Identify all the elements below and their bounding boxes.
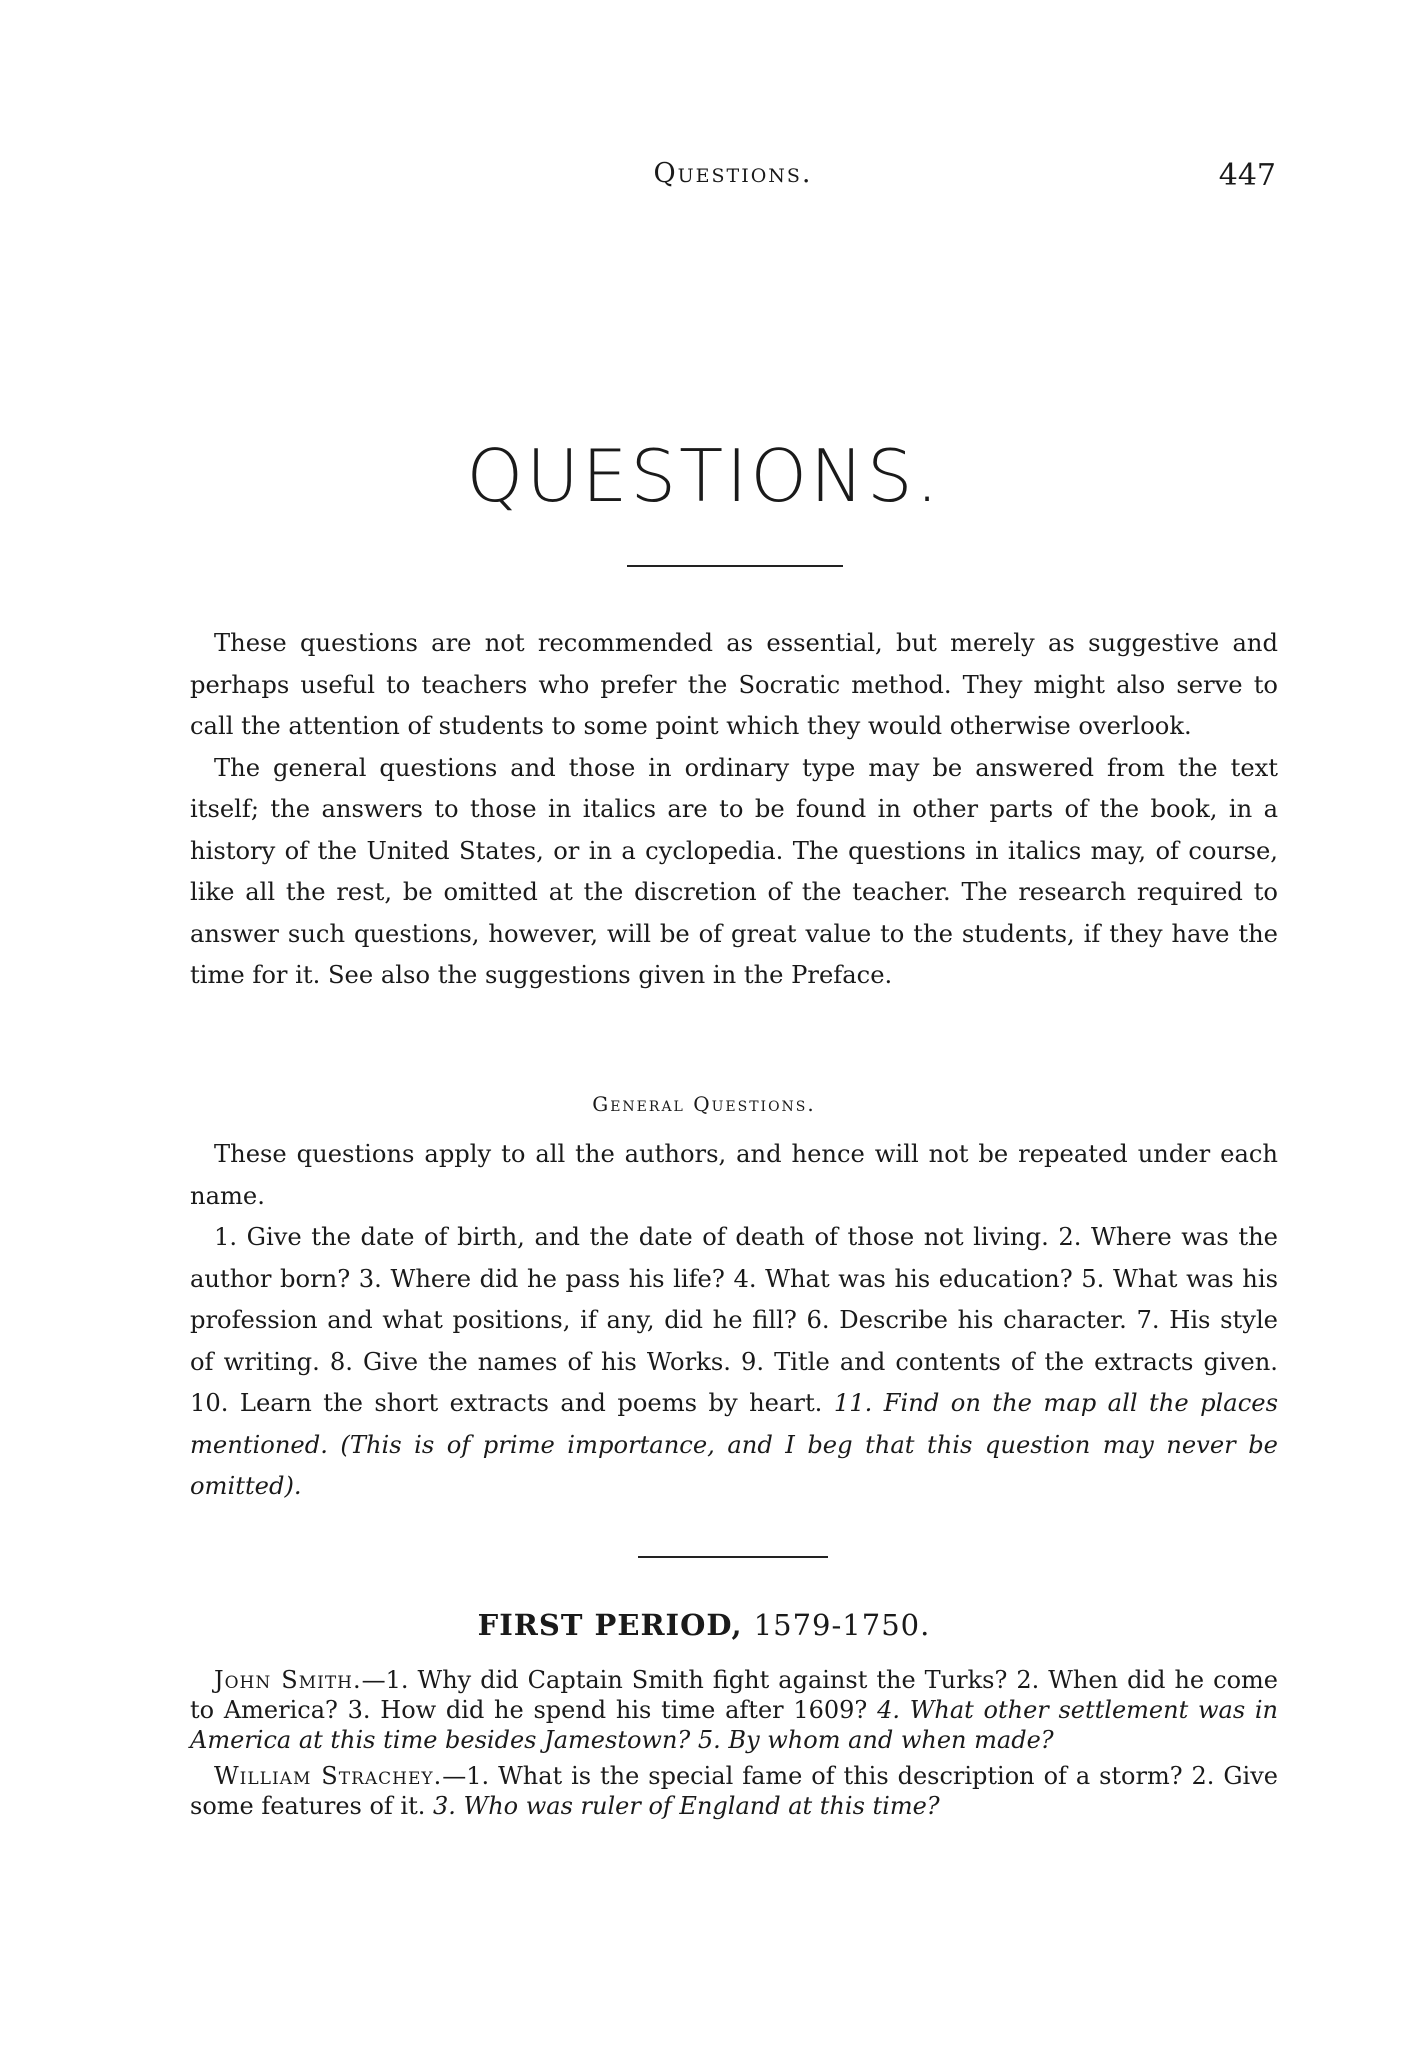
author-entry-john-smith (190, 1665, 1278, 1755)
author-name: John Smith. (214, 1666, 362, 1694)
author-questions-italic: 3. Who was ruler of England at this time? (433, 1792, 940, 1820)
running-title: Questions. (653, 158, 813, 189)
running-head (190, 158, 1276, 198)
author-questions-italic: 4. What other settlement was in America at this time besides Jamestown? 5. By whom and when made? (190, 1696, 1279, 1754)
general-list-italic: 11. Find on the map all the places mentioned. (This is of prime importance, and I beg that this question may never be omitted). (190, 1389, 1278, 1500)
general-intro: These questions apply to all the authors, and hence will not be repeated under each name. (190, 1140, 1278, 1210)
general-questions-section (190, 1134, 1278, 1508)
general-list-plain: 1. Give the date of birth, and the date of death of those not living. 2. Where was the author born? 3. Where did he pass his life? 4. What was his education? 5. What was his profession and what positions, if any, did he fill? 6. Describe his character. 7. His style of writing. 8. Give the names of his Works. 9. Title and contents of the extracts given. 10. Learn the short extracts and poems by heart. (190, 1223, 1278, 1417)
author-questions-plain: —1. Why did Captain Smith fight against the Turks? 2. When did he come to America? 3. How did he spend his time after 1609? (190, 1666, 1279, 1724)
title-divider (627, 565, 843, 567)
author-questions-plain: —1. What is the special fame of this description of a storm? 2. Give some features of it. (190, 1762, 1278, 1820)
author-questions (190, 1665, 1278, 1827)
intro-paragraph-1: These questions are not recommended as essential, but merely as suggestive and perhaps useful to teachers who prefer the Socratic method. They might also serve to call the attention of students to some point which they would otherwise overlook. (190, 629, 1278, 740)
period-heading (0, 1608, 1408, 1642)
page-number: 447 (1218, 158, 1276, 193)
period-label: FIRST PERIOD, (477, 1608, 743, 1642)
intro-section (190, 623, 1278, 997)
intro-paragraph-2: The general questions and those in ordinary type may be answered from the text itself; the answers to those in italics are to be found in other parts of the book, in a history of the United States, or in a cyclopedia. The questions in italics may, of course, like all the rest, be omitted at the discretion of the teacher. The research required to answer such questions, however, will be of great value to the students, if they have the time for it. See also the suggestions given in the Preface. (190, 753, 1278, 989)
general-question-list (190, 1217, 1278, 1508)
author-name: William Strachey. (214, 1762, 443, 1790)
author-entry-william-strachey (190, 1761, 1278, 1821)
general-questions-heading: General Questions. (592, 1092, 816, 1116)
section-divider (638, 1556, 828, 1558)
page-title: QUESTIONS. (466, 434, 942, 518)
period-years: 1579-1750. (753, 1608, 931, 1642)
